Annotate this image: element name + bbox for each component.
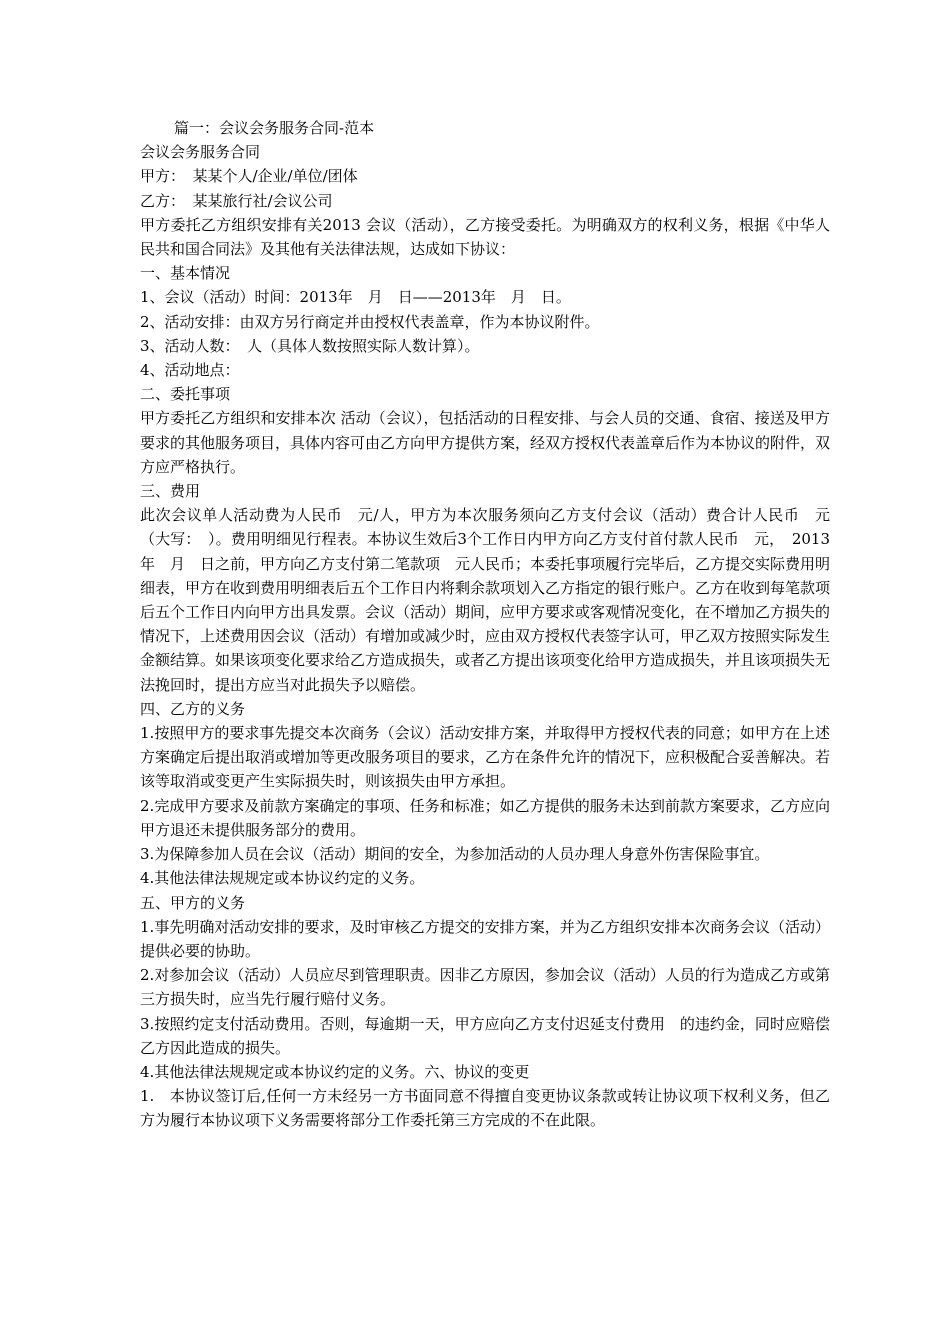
section-2-body: 甲方委托乙方组织和安排本次 活动（会议），包括活动的日程安排、与会人员的交通、食宿、接送及甲方要求的其他服务项目，具体内容可由乙方向甲方提供方案，经双方授权代表盖章后作为本协议的附件，双方应严格执行。 — [140, 409, 831, 476]
section-5-heading: 五、甲方的义务 — [140, 893, 246, 912]
party-a: 甲方： 某某个人/企业/单位/团体 — [140, 167, 358, 186]
section-1-item-2: 2、活动安排：由双方另行商定并由授权代表盖章，作为本协议附件。 — [140, 312, 600, 331]
section-5-item-3: 3.按照约定支付活动费用。否则，每逾期一天，甲方应向乙方支付迟延支付费用 的违约金，同时应赔偿乙方因此造成的损失。 — [140, 1014, 830, 1057]
document-title: 篇一：会议会务服务合同-范本 — [174, 119, 375, 137]
contract-name: 会议会务服务合同 — [140, 143, 261, 162]
section-4-item-1: 1.按照甲方的要求事先提交本次商务（会议）活动安排方案，并取得甲方授权代表的同意；如甲方在上述方案确定后提出取消或增加等更改服务项目的要求，乙方在条件允许的情况下，应积极配合妥善解决。若该等取消或变更产生实际损失时，则该损失由甲方承担。 — [140, 724, 831, 791]
section-4-item-4: 4.其他法律法规规定或本协议约定的义务。 — [140, 869, 425, 888]
intro-paragraph: 甲方委托乙方组织安排有关2013 会议（活动），乙方接受委托。为明确双方的权利义务，根据《中华人民共和国合同法》及其他有关法律法规，达成如下协议： — [140, 215, 830, 259]
contract-document — [140, 116, 830, 1133]
party-b: 乙方： 某某旅行社/会议公司 — [140, 191, 333, 210]
section-1-item-3: 3、活动人数： 人（具体人数按照实际人数计算）。 — [140, 336, 480, 355]
section-1-heading: 一、基本情况 — [140, 264, 231, 283]
section-3-body: 此次会议单人活动费为人民币 元/人，甲方为本次服务须向乙方支付会议（活动）费合计人民币 元（大写： ）。费用明细见行程表。本协议生效后3个工作日内甲方向乙方支付首付款人民币 元， 2013 年 月 日之前，甲方向乙方支付第二笔款项 元人民币；本委托事项履行完毕后，乙方提交实际费用明细表，甲方在收到费用明细表后五个工作日内将剩余款项划入乙方指定的银行账户。乙方在收到每笔款项后五个工作日内向甲方出具发票。会议（活动）期间，应甲方要求或客观情况变化，在不增加乙方损失的情况下，上述费用因会议（活动）有增加或减少时，应由双方授权代表签字认可，甲乙双方按照实际发生金额结算。如果该项变化要求给乙方造成损失，或者乙方提出该项变化给甲方造成损失，并且该项损失无法挽回时，提出方应当对此损失予以赔偿。 — [140, 506, 831, 694]
section-5-item-4: 4.其他法律法规规定或本协议约定的义务。六、协议的变更 — [140, 1062, 530, 1081]
section-3-heading: 三、费用 — [140, 482, 201, 501]
section-4-item-3: 3.为保障参加人员在会议（活动）期间的安全，为参加活动的人员办理人身意外伤害保险事宜。 — [140, 845, 770, 864]
section-6-item-1: 1. 本协议签订后,任何一方未经另一方书面同意不得擅自变更协议条款或转让协议项下权利义务，但乙方为履行本协议项下义务需要将部分工作委托第三方完成的不在此限。 — [140, 1087, 830, 1130]
section-5-item-2: 2.对参加会议（活动）人员应尽到管理职责。因非乙方原因，参加会议（活动）人员的行为造成乙方或第三方损失时，应当先行履行赔付义务。 — [140, 966, 830, 1009]
section-4-item-2: 2.完成甲方要求及前款方案确定的事项、任务和标准；如乙方提供的服务未达到前款方案要求，乙方应向甲方退还未提供服务部分的费用。 — [140, 796, 830, 839]
section-2-heading: 二、委托事项 — [140, 385, 231, 404]
section-4-heading: 四、乙方的义务 — [140, 699, 246, 718]
section-1-item-1: 1、会议（活动）时间：2013年 月 日——2013年 月 日。 — [140, 288, 571, 307]
section-1-item-4: 4、活动地点： — [140, 361, 240, 380]
section-5-item-1: 1.事先明确对活动安排的要求，及时审核乙方提交的安排方案，并为乙方组织安排本次商务会议（活动）提供必要的协助。 — [140, 917, 830, 960]
